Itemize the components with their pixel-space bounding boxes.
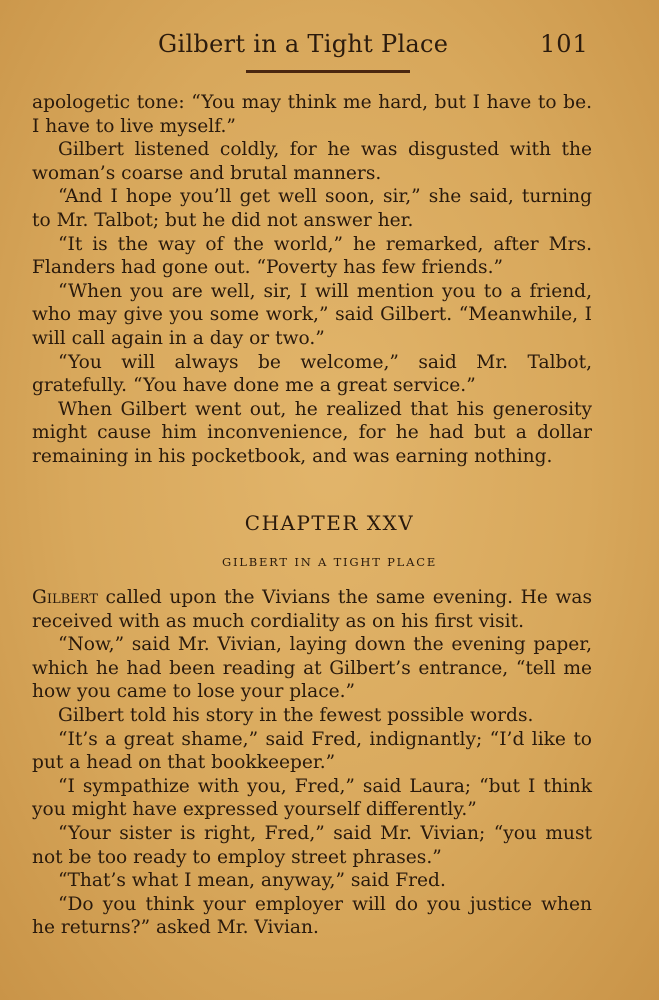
- page-number: 101: [540, 30, 589, 58]
- chapter-subtitle: GILBERT IN A TIGHT PLACE: [221, 555, 438, 569]
- chapter-opening-paragraph: [32, 586, 592, 633]
- paragraph: “I sympathize with you, Fred,” said Laura; “but I think you might have expressed yourself differently.”: [32, 775, 592, 821]
- running-head: [0, 30, 659, 64]
- paragraph: “Do you think your employer will do you justice when he returns?” asked Mr. Vivian.: [32, 893, 592, 939]
- paragraph: Gilbert told his story in the fewest possible words.: [58, 704, 534, 726]
- paragraph: “It’s a great shame,” said Fred, indignantly; “I’d like to put a head on that bookkeeper.”: [32, 728, 592, 774]
- opening-word: Gilbert: [32, 587, 98, 608]
- paragraph: “Your sister is right, Fred,” said Mr. Vivian; “you must not be too ready to employ street phrases.”: [32, 822, 592, 868]
- header-rule: [246, 70, 410, 73]
- paragraph: “It is the way of the world,” he remarked, after Mrs. Flanders had gone out. “Poverty has few friends.”: [32, 233, 592, 279]
- text-block-chapter: [32, 586, 592, 940]
- paragraph: “And I hope you’ll get well soon, sir,” she said, turning to Mr. Talbot; but he did not answer her.: [32, 186, 592, 231]
- opening-text: called upon the Vivians the same evening. He was received with as much cordiality as on his first visit.: [32, 587, 592, 632]
- running-title: Gilbert in a Tight Place: [158, 30, 449, 58]
- chapter-heading: CHAPTER XXV: [244, 511, 415, 535]
- text-block-previous-chapter: [32, 91, 592, 469]
- paragraph: When Gilbert went out, he realized that his generosity might cause him inconvenience, for he had but a dollar remaining in his pocketbook, and was earning nothing.: [32, 398, 592, 467]
- paragraph: “You will always be welcome,” said Mr. Talbot, gratefully. “You have done me a great service.”: [32, 351, 592, 397]
- paragraph: Gilbert listened coldly, for he was disgusted with the woman’s coarse and brutal manners.: [32, 139, 592, 184]
- paragraph: “Now,” said Mr. Vivian, laying down the evening paper, which he had been reading at Gilbert’s entrance, “tell me how you came to lose your place.”: [32, 634, 592, 703]
- paragraph: apologetic tone: “You may think me hard, but I have to be. I have to live myself.”: [32, 92, 592, 137]
- paragraph: “That’s what I mean, anyway,” said Fred.: [58, 870, 446, 892]
- paragraph: “When you are well, sir, I will mention you to a friend, who may give you some work,” said Gilbert. “Meanwhile, I will call again in a day or two.”: [32, 280, 592, 349]
